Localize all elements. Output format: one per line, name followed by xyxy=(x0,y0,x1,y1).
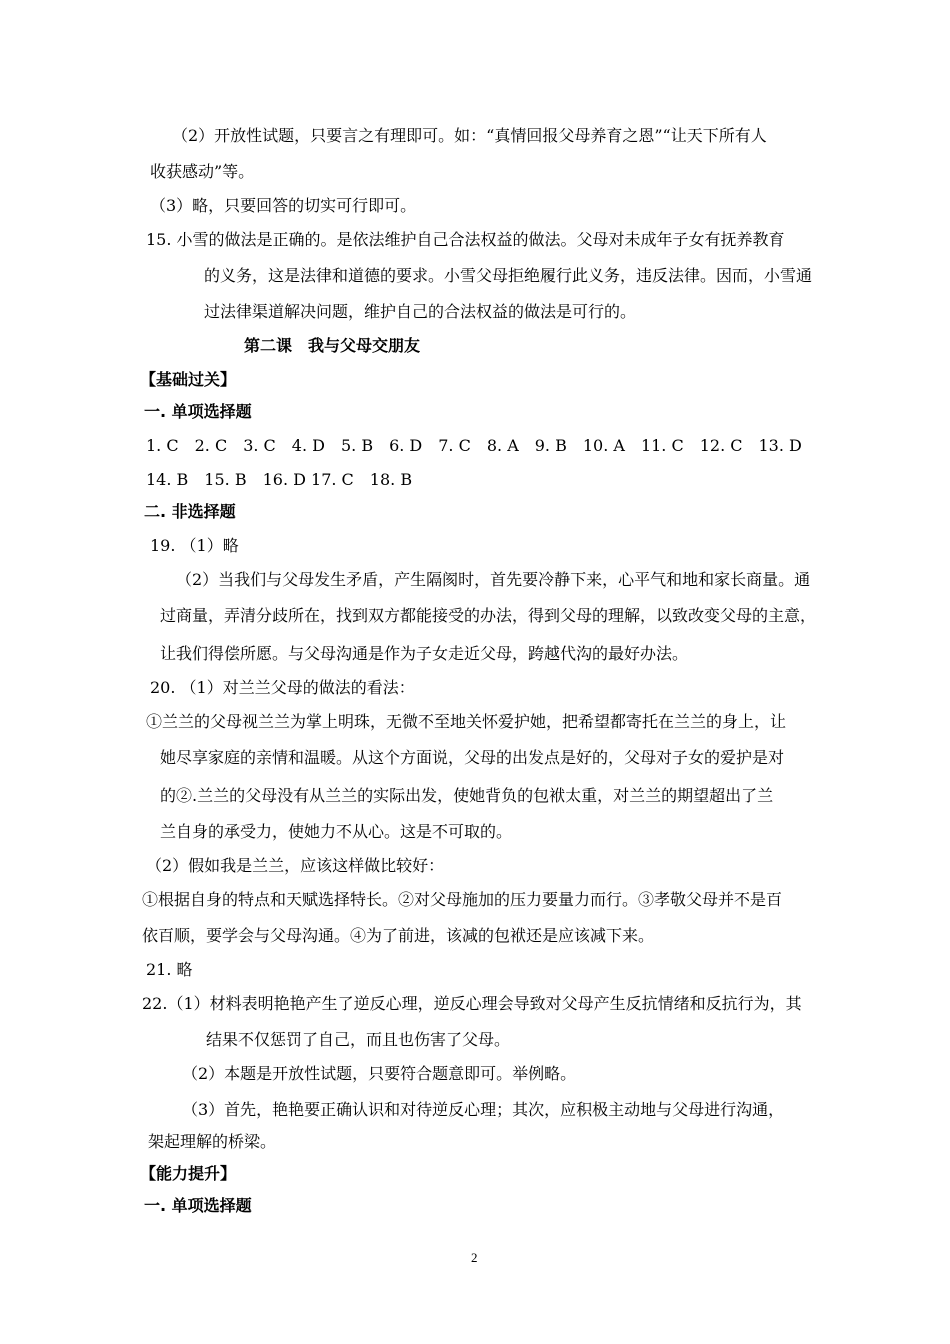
subsection-heading: 二. 非选择题 xyxy=(144,502,236,521)
question-15: 15. 小雪的做法是正确的。是依法维护自己合法权益的做法。父母对未成年子女有抚养教育 xyxy=(146,230,785,249)
text-line: 结果不仅惩罚了自己，而且也伤害了父母。 xyxy=(206,1030,511,1049)
question-19: 19. （1）略 xyxy=(150,536,239,555)
text-line: （2）本题是开放性试题，只要符合题意即可。举例略。 xyxy=(182,1064,577,1083)
lesson-title: 第二课 我与父母交朋友 xyxy=(244,336,421,355)
text-line: 的义务，这是法律和道德的要求。小雪父母拒绝履行此义务，违反法律。因而，小雪通 xyxy=(204,266,813,285)
text-line: 架起理解的桥梁。 xyxy=(148,1132,277,1151)
text-line: （2）当我们与父母发生矛盾，产生隔阂时，首先要冷静下来，心平气和地和家长商量。通 xyxy=(176,570,811,589)
text-line: （2）开放性试题，只要言之有理即可。如：“真情回报父母养育之恩”“让天下所有人 xyxy=(172,126,767,145)
subsection-heading: 一. 单项选择题 xyxy=(144,402,252,421)
text-line: （3）首先，艳艳要正确认识和对待逆反心理；其次，应积极主动地与父母进行沟通， xyxy=(182,1100,785,1119)
page-number: 2 xyxy=(471,1250,478,1265)
text-line: 收获感动”等。 xyxy=(150,162,255,181)
text-line: ①根据自身的特点和天赋选择特长。②对父母施加的压力要量力而行。③孝敬父母并不是百 xyxy=(142,890,783,909)
text-line: 过商量，弄清分歧所在，找到双方都能接受的办法，得到父母的理解，以致改变父母的主意， xyxy=(160,606,817,625)
text-line: 的②.兰兰的父母没有从兰兰的实际出发，使她背负的包袱太重，对兰兰的期望超出了兰 xyxy=(160,786,774,805)
text-line: （2）假如我是兰兰，应该这样做比较好： xyxy=(146,856,445,875)
text-line: 过法律渠道解决问题，维护自己的合法权益的做法是可行的。 xyxy=(204,302,637,321)
answer-key-line: 1. C 2. C 3. C 4. D 5. B 6. D 7. C 8. A 9. B 10. A 11. C 12. C 13. D xyxy=(146,436,802,455)
subsection-heading: 一. 单项选择题 xyxy=(144,1196,252,1215)
text-line: 让我们得偿所愿。与父母沟通是作为子女走近父母，跨越代沟的最好办法。 xyxy=(160,644,689,663)
text-line: 她尽享家庭的亲情和温暖。从这个方面说，父母的出发点是好的，父母对子女的爱护是对 xyxy=(160,748,785,767)
question-21: 21. 略 xyxy=(146,960,193,979)
text-line: （3）略，只要回答的切实可行即可。 xyxy=(150,196,417,215)
text-line: 兰自身的承受力，使她力不从心。这是不可取的。 xyxy=(160,822,513,841)
question-20: 20. （1）对兰兰父母的做法的看法： xyxy=(150,678,415,697)
question-22: 22.（1）材料表明艳艳产生了逆反心理，逆反心理会导致对父母产生反抗情绪和反抗行为，其 xyxy=(142,994,802,1013)
section-heading-basic: 【基础过关】 xyxy=(140,370,237,389)
text-line: ①兰兰的父母视兰兰为掌上明珠，无微不至地关怀爱护她，把希望都寄托在兰兰的身上，让 xyxy=(146,712,787,731)
section-heading-advanced: 【能力提升】 xyxy=(140,1164,237,1183)
answer-key-line: 14. B 15. B 16. D 17. C 18. B xyxy=(146,470,413,489)
text-line: 依百顺，要学会与父母沟通。④为了前进，该减的包袱还是应该减下来。 xyxy=(142,926,655,945)
